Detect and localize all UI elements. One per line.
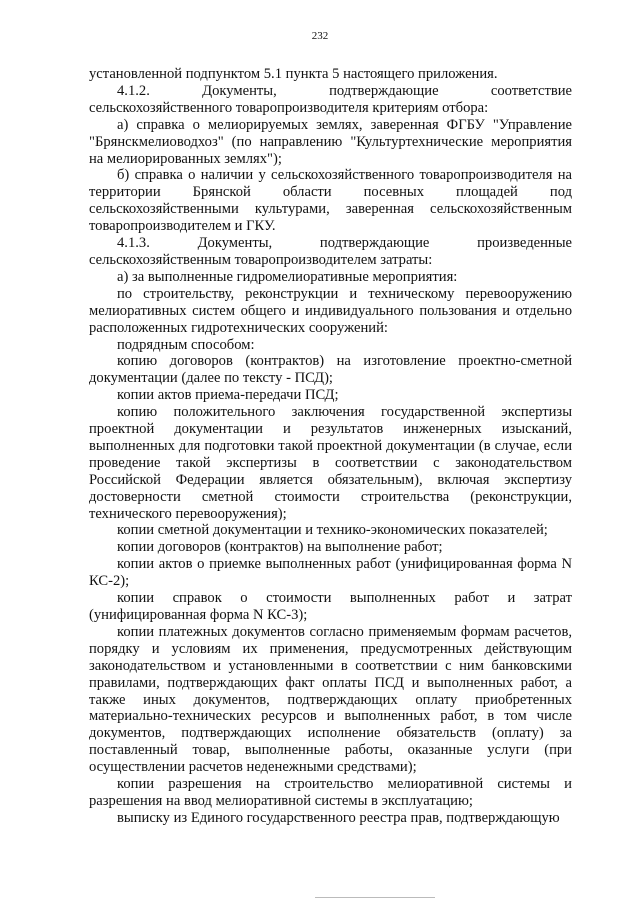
paragraph: 4.1.2. Документы, подтверждающие соответствие сельскохозяйственного товаропроизводителя критериям отбора: — [89, 82, 572, 116]
paragraph: а) за выполненные гидромелиоративные мероприятия: — [117, 268, 458, 285]
document-body — [89, 66, 572, 827]
paragraph: а) справка о мелиорируемых землях, заверенная ФГБУ "Управление "Брянскмелиоводхоз" (по направлению "Культуртехнические мероприятия на мелиорированных землях"); — [89, 116, 572, 167]
paragraph: подрядным способом: — [117, 336, 255, 353]
page-number: 232 — [311, 30, 329, 42]
paragraph: выписку из Единого государственного реестра прав, подтверждающую — [117, 809, 560, 826]
paragraph: 4.1.3. Документы, подтверждающие произведенные сельскохозяйственным товаропроизводителем затраты: — [89, 235, 572, 268]
paragraph: по строительству, реконструкции и техническому перевооружению мелиоративных систем общего и индивидуального пользования и отдельно расположенных гидротехнических сооружений: — [89, 285, 572, 336]
paragraph: копию договоров (контрактов) на изготовление проектно-сметной документации (далее по тексту - ПСД); — [89, 353, 572, 387]
paragraph: копии платежных документов согласно применяемым формам расчетов, порядку и условиям их применения, предусмотренных действующим законодательством и установленными в соответствии с ним банковскими правилами, подтверждающих факт оплаты ПСД и выполненных работ, а также иных документов, подтверждающих оплату приобретенных материально-технических ресурсов и выполненных работ, в том числе документов, подтверждающих исполнение обязательств (оплату) за поставленный товар, выполненные работы, оказанные услуги (при осуществлении расчетов неденежными средствами); — [89, 623, 572, 776]
paragraph: копии разрешения на строительство мелиоративной системы и разрешения на ввод мелиоративной системы в эксплуатацию; — [89, 776, 572, 809]
paragraph: копию положительного заключения государственной экспертизы проектной документации и результатов инженерных изысканий, выполненных для подготовки такой проектной документации (в случае, если проведение такой экспертизы в соответствии с законодательством Российской Федерации является обязательным), включая экспертизу достоверности сметной стоимости строительства (реконструкции, технического перевооружения); — [89, 404, 572, 522]
paragraph: копии справок о стоимости выполненных работ и затрат (унифицированная форма N КС-3); — [89, 590, 572, 623]
paragraph: копии сметной документации и технико-экономических показателей; — [117, 522, 548, 539]
paragraph: установленной подпунктом 5.1 пункта 5 настоящего приложения. — [89, 66, 498, 82]
paragraph: копии договоров (контрактов) на выполнение работ; — [117, 539, 443, 556]
paragraph: копии актов о приемке выполненных работ (унифицированная форма N КС-2); — [89, 556, 572, 590]
paragraph: б) справка о наличии у сельскохозяйственного товаропроизводителя на территории Брянской области посевных площадей под сельскохозяйственными культурами, заверенная сельскохозяйственным товаропроизводителем и ГКУ. — [89, 167, 572, 235]
scan-edge-line — [315, 897, 435, 898]
paragraph: копии актов приема-передачи ПСД; — [117, 387, 339, 404]
